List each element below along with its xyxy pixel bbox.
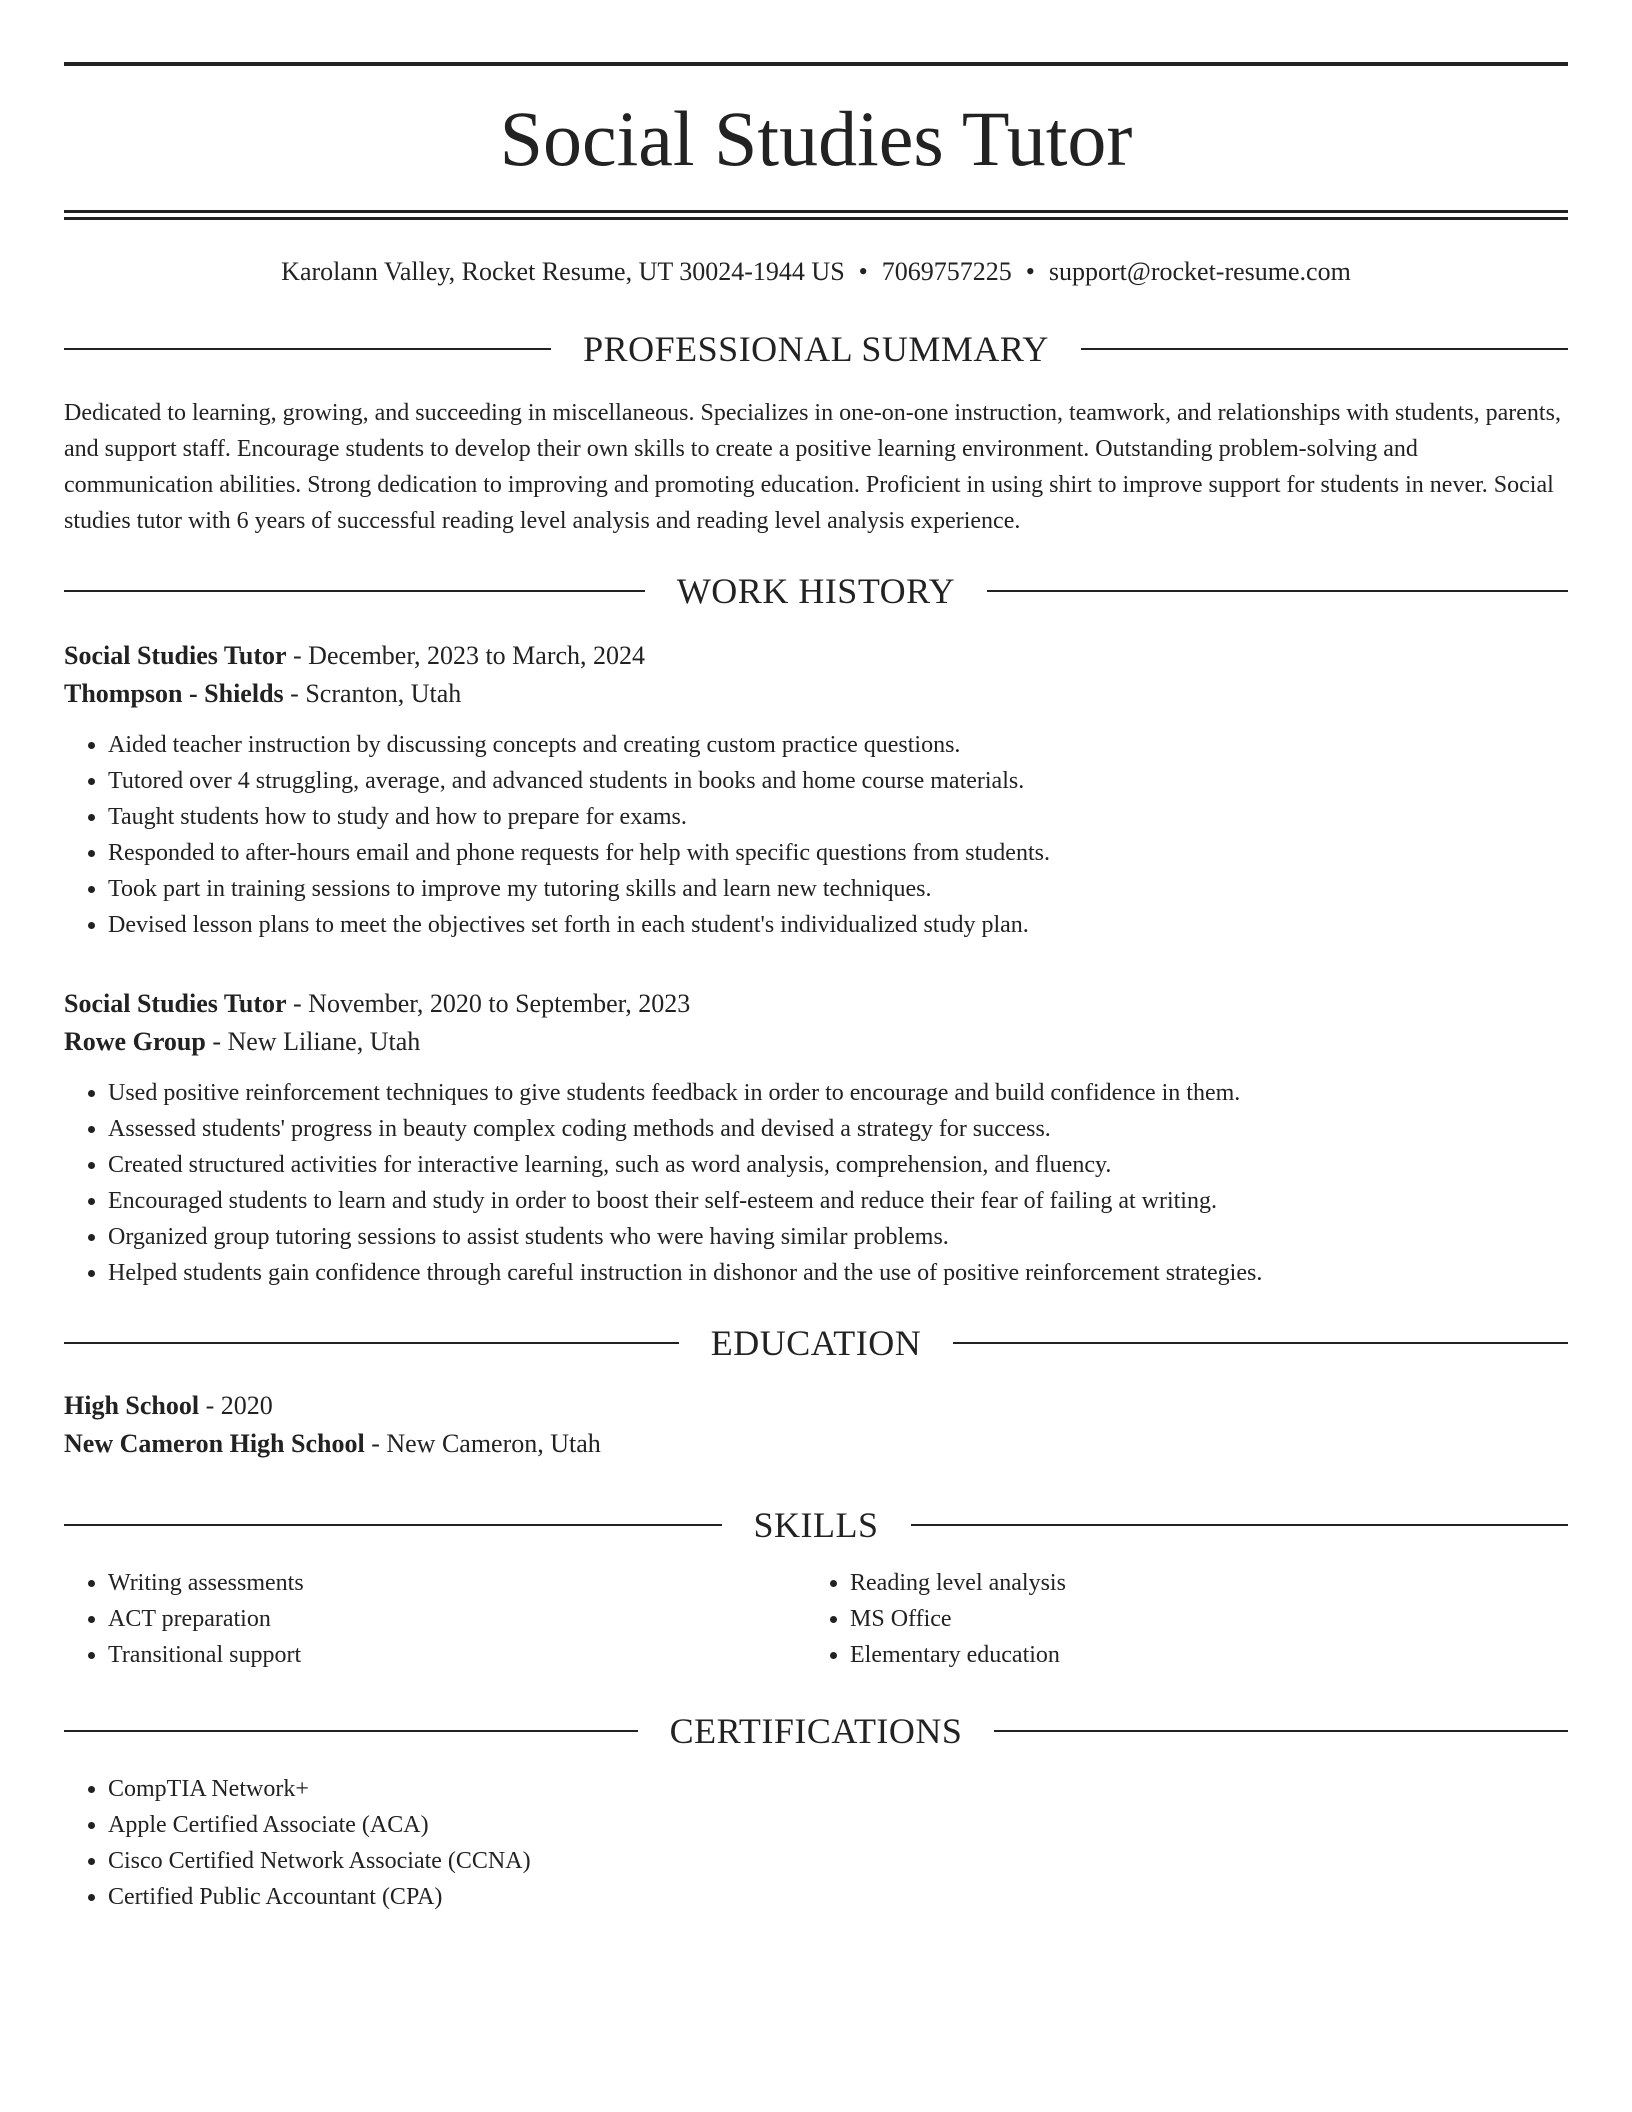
job-company-line: [64, 675, 1568, 713]
section-rule: [987, 590, 1568, 592]
section-rule: [64, 1730, 638, 1732]
job-bullet: • Responded to after-hours email and phone requests for help with specific questions from students.: [108, 835, 1568, 871]
job-entry: [64, 637, 1568, 943]
section-title-education: EDUCATION: [710, 1323, 922, 1364]
contact-line: [64, 256, 1568, 287]
job-title: Social Studies Tutor: [64, 989, 287, 1019]
section-rule: [64, 1342, 679, 1344]
certification-item: • Certified Public Accountant (CPA): [108, 1879, 1568, 1915]
job-title-line: [64, 637, 1568, 675]
education-location: - New Cameron, Utah: [364, 1429, 601, 1459]
certifications-list: [64, 1771, 1568, 1915]
job-company: Rowe Group: [64, 1027, 206, 1057]
section-title-skills: SKILLS: [753, 1505, 879, 1546]
section-header-education: [64, 1323, 1568, 1364]
job-bullet: • Encouraged students to learn and study in order to boost their self-esteem and reduce their fear of failing at writing.: [108, 1183, 1568, 1219]
contact-phone: 7069757225: [881, 257, 1012, 286]
certification-item: • Cisco Certified Network Associate (CCNA): [108, 1843, 1568, 1879]
job-bullet: • Organized group tutoring sessions to assist students who were having similar problems.: [108, 1219, 1568, 1255]
section-title-work: WORK HISTORY: [676, 571, 956, 612]
education-school: New Cameron High School: [64, 1429, 365, 1459]
job-title: Social Studies Tutor: [64, 641, 287, 671]
education-degree: High School: [64, 1391, 200, 1421]
certification-item: • Apple Certified Associate (ACA): [108, 1807, 1568, 1843]
skill-item: • Writing assessments: [108, 1565, 806, 1601]
skill-item: • Elementary education: [850, 1637, 1548, 1673]
job-bullets: [64, 1075, 1568, 1291]
job-title-line: [64, 985, 1568, 1023]
job-company: Thompson - Shields: [64, 679, 284, 709]
section-header-skills: [64, 1505, 1568, 1546]
certification-item: • CompTIA Network+: [108, 1771, 1568, 1807]
resume-page: [64, 0, 1568, 1915]
skill-item: • ACT preparation: [108, 1601, 806, 1637]
job-bullet: • Devised lesson plans to meet the objectives set forth in each student's individualized study plan.: [108, 907, 1568, 943]
job-bullet: • Created structured activities for interactive learning, such as word analysis, comprehension, and fluency.: [108, 1147, 1568, 1183]
contact-email: support@rocket-resume.com: [1048, 257, 1351, 286]
education-entry: [64, 1387, 1568, 1463]
education-year: - 2020: [199, 1391, 273, 1421]
section-rule: [994, 1730, 1568, 1732]
job-bullets: [64, 727, 1568, 943]
skill-item: • MS Office: [850, 1601, 1548, 1637]
job-bullet: • Helped students gain confidence through careful instruction in dishonor and the use of positive reinforcement strategies.: [108, 1255, 1568, 1291]
section-rule: [64, 590, 645, 592]
title-double-rule: [64, 210, 1568, 220]
section-rule: [64, 348, 551, 350]
job-bullet: • Tutored over 4 struggling, average, and advanced students in books and home course materials.: [108, 763, 1568, 799]
summary-text: Dedicated to learning, growing, and succeeding in miscellaneous. Specializes in one-on-one instruction, teamwork, and relationships with students, parents, and support staff. Encourage students to develop their own skills to create a positive learning environment. Outstanding problem-solving and communication abilities. Strong dedication to improving and promoting education. Proficient in using shirt to improve support for students in never. Social studies tutor with 6 years of successful reading level analysis and reading level analysis experience.: [64, 400, 1561, 535]
contact-separator: •: [858, 257, 868, 286]
job-dates: - November, 2020 to September, 2023: [286, 989, 691, 1019]
section-rule: [911, 1524, 1569, 1526]
job-bullet: • Used positive reinforcement techniques to give students feedback in order to encourage and build confidence in them.: [108, 1075, 1568, 1111]
job-location: - Scranton, Utah: [283, 679, 462, 709]
job-bullet: • Took part in training sessions to improve my tutoring skills and learn new techniques.: [108, 871, 1568, 907]
skill-item: • Transitional support: [108, 1637, 806, 1673]
section-header-certifications: [64, 1711, 1568, 1752]
contact-separator: •: [1025, 257, 1035, 286]
page-title: Social Studies Tutor: [499, 95, 1133, 182]
section-title-summary: PROFESSIONAL SUMMARY: [583, 329, 1049, 370]
section-rule: [953, 1342, 1568, 1344]
section-header-summary: [64, 329, 1568, 370]
section-title-certifications: CERTIFICATIONS: [669, 1711, 963, 1752]
section-rule: [1081, 348, 1568, 350]
job-dates: - December, 2023 to March, 2024: [286, 641, 646, 671]
job-entry: [64, 985, 1568, 1291]
education-degree-line: [64, 1387, 1568, 1425]
education-school-line: [64, 1425, 1568, 1463]
section-rule: [64, 1524, 722, 1526]
job-company-line: [64, 1023, 1568, 1061]
section-header-work: [64, 571, 1568, 612]
skills-column-right: [806, 1565, 1548, 1673]
job-location: - New Liliane, Utah: [205, 1027, 421, 1057]
skills-column-left: [64, 1565, 806, 1673]
contact-address: Karolann Valley, Rocket Resume, UT 30024-1944 US: [281, 257, 845, 286]
job-bullet: • Taught students how to study and how to prepare for exams.: [108, 799, 1568, 835]
job-bullet: • Assessed students' progress in beauty complex coding methods and devised a strategy for success.: [108, 1111, 1568, 1147]
skills-grid: [64, 1565, 1568, 1673]
skill-item: • Reading level analysis: [850, 1565, 1548, 1601]
job-bullet: • Aided teacher instruction by discussing concepts and creating custom practice questions.: [108, 727, 1568, 763]
